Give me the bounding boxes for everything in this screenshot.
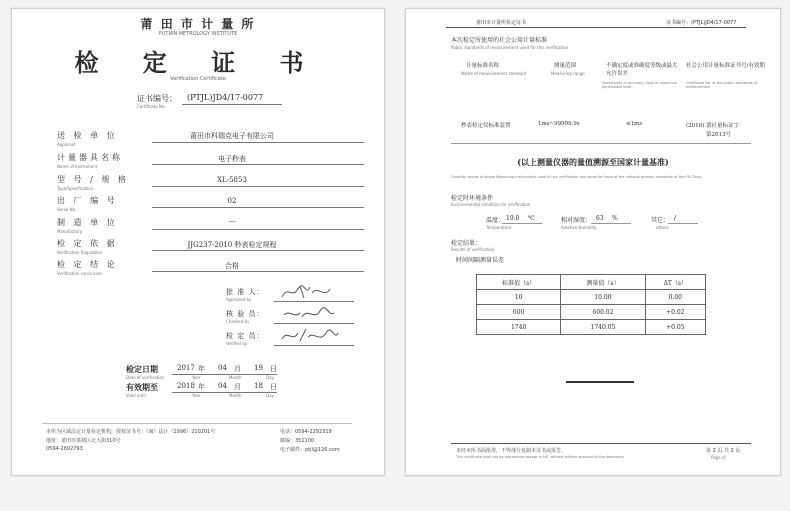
certificate-title-en: Verification Certificate (170, 76, 226, 82)
results-subtitle: 时间间隔测量误差 (456, 257, 505, 264)
table-cell: +0.05 (645, 320, 705, 335)
traceability-statement-en: Quantity values of above Measuring instruments used in this verification are traced to those of the national primary standards of the P.R.China (451, 175, 702, 179)
standards-section-en: Public standards of measurement used for this verification (451, 45, 569, 50)
verified-by-label: 检 定 员： (226, 332, 265, 340)
address: 地址：莆田市荔城区北大街310号 (46, 438, 121, 444)
std-column-header: 社会公用计量标准证书号/有效期 (686, 63, 765, 69)
checked-by-label-en: Checked by (226, 319, 250, 324)
temperature-label-en: Temperature (486, 225, 512, 230)
table-cell: +0.02 (645, 305, 705, 320)
table-header: 测量值（s） (561, 275, 645, 290)
table-header: ΔT（s） (645, 275, 705, 290)
std-column-header-en: Measuring range (551, 71, 585, 76)
month-label: 月 (234, 383, 241, 391)
std-row-certificate-number: 第2013号 (706, 132, 731, 138)
table-row (477, 320, 706, 335)
results-title-en: Results of verification (451, 247, 495, 252)
other-conditions-label-en: others (656, 225, 669, 230)
verification-month: 04 (218, 364, 227, 372)
other-conditions-value: / (674, 215, 677, 222)
valid-until-label: 有效期至 (126, 382, 158, 392)
field-label-en: Verification Regulation (57, 250, 103, 255)
page-number-en: Page of (711, 455, 726, 460)
std-column-header-en: Certificate No. of the public standards of measurement (686, 81, 758, 89)
std-column-header: 不确定度或准确度等级或最大允许误差 (606, 63, 678, 77)
verification-date-label: 检定日期 (126, 364, 158, 374)
table-header: 标准值（s） (477, 275, 561, 290)
fax: 0594-2692793 (46, 446, 83, 452)
std-row-range: 1ms~99999.9s (538, 121, 580, 127)
day-label: 日 (270, 365, 277, 373)
std-row-name: 秒表检定仪标准装置 (461, 123, 511, 129)
results-header-left: 莆田市计量所检定证书 (476, 20, 527, 26)
verification-results-page (405, 8, 781, 476)
valid-year: 2018 (177, 382, 195, 390)
checked-by-label: 核 验 员： (226, 310, 265, 318)
approved-by-label-en: Approved by (226, 297, 252, 302)
traceability-statement: (以上测量仪器的量值溯源至国家计量基准) (517, 157, 669, 167)
certificate-number: (PTJL)JD4/17-0077 (187, 93, 264, 102)
field-label: 出 厂 编 号 (57, 196, 118, 205)
page-number: 第 2 页 共 2 页 (706, 448, 741, 454)
field-label: 计量器具名称 (57, 153, 123, 162)
field-label-en: Serial No. (57, 207, 77, 212)
field-value: 合格 (225, 262, 239, 270)
verification-year: 2017 (177, 364, 195, 372)
certificate-number-label: 证书编号： (137, 94, 177, 103)
results-title: 检定结果： (451, 240, 482, 247)
end-marker (566, 381, 634, 383)
results-footer-note-en: This certificate shall not be reproduced except in full, without written approval of the laboratory. (456, 455, 625, 459)
field-label: 检 定 结 论 (57, 260, 118, 269)
year-label: 年 (198, 383, 205, 391)
field-label-en: Verification conclusion (57, 271, 102, 276)
handwritten-signature-icon (280, 305, 340, 323)
humidity-label: 相对湿度： (561, 217, 592, 224)
results-table (476, 274, 706, 335)
valid-until-label-en: Valid until (126, 393, 146, 398)
environment-title: 检定时环境条件 (451, 195, 494, 202)
field-label-en: Type/Specification (57, 186, 94, 191)
valid-day: 18 (254, 382, 263, 390)
std-column-header-en: Name of measurement standard (461, 71, 527, 76)
other-conditions-label: 其它： (651, 217, 670, 224)
std-row-uncertainty: ≤1ms (626, 121, 643, 127)
field-label: 检 定 依 据 (57, 239, 118, 248)
field-value: JJG237-2010 秒表检定规程 (187, 241, 277, 249)
field-value: 莆田市科瑞克电子有限公司 (190, 132, 274, 140)
table-cell: 0.00 (645, 290, 705, 305)
temperature-label: 温度： (486, 217, 505, 224)
temperature-value: 19.0 (506, 215, 520, 222)
institute-name: 莆 田 市 计 量 所 (140, 17, 256, 31)
handwritten-signature-icon (280, 283, 340, 301)
approved-by-label: 批 准 人： (226, 288, 265, 296)
valid-month: 04 (218, 382, 227, 390)
checked-signature (274, 309, 354, 324)
field-label: 制 造 单 位 (57, 218, 118, 227)
table-row (477, 290, 706, 305)
month-label: 月 (234, 365, 241, 373)
table-cell: 10 (477, 290, 561, 305)
table-cell: 600.02 (561, 305, 645, 320)
field-value: --- (228, 218, 236, 226)
table-row (477, 305, 706, 320)
certificate-number-label-en: Certificate No. (137, 104, 166, 109)
environment-title-en: Environmental condition for verification (451, 202, 531, 207)
table-header-row (477, 275, 706, 290)
year-label-en: Year (192, 375, 201, 380)
field-label: 型 号 / 规 格 (57, 175, 129, 184)
year-label-en: Year (192, 393, 201, 398)
field-value: XL-5853 (217, 176, 247, 184)
temperature-unit: ℃ (528, 215, 535, 222)
verification-day: 19 (254, 364, 263, 372)
standards-section-title: 本次检定所使用的社会公用计量标准 (451, 37, 548, 44)
humidity-unit: % (612, 215, 618, 222)
humidity-label-en: Relative Humidity (561, 225, 597, 230)
year-label: 年 (198, 365, 205, 373)
std-column-header: 计量标准名称 (466, 63, 500, 69)
month-label-en: Month (229, 393, 242, 398)
humidity-value: 63 (596, 215, 604, 222)
authorization-note: 本所为区域法定计量检定机构，授权证书号：《闽》法计（1996）210201号 (46, 429, 216, 435)
phone: 电话：0594-2292318 (280, 429, 332, 435)
std-column-header: 测量范围 (554, 63, 577, 69)
std-row-certificate: (2010) 莆社量标证字 (686, 123, 740, 129)
verified-by-label-en: Verified by (226, 341, 248, 346)
table-cell: 600 (477, 305, 561, 320)
day-label-en: Day (266, 375, 274, 380)
approved-signature (274, 287, 354, 302)
day-label: 日 (270, 383, 277, 391)
field-label-en: Manufactory (57, 229, 83, 234)
email: 电子邮件：ptjl@126.com (280, 447, 340, 453)
field-label: 送 检 单 位 (57, 131, 118, 140)
results-header-right: 证书编号：(PTJL)JD4/17-0077 (666, 20, 737, 26)
results-footer-note: 未经本所书面批准，不得部分复制本证书或报告。 (456, 448, 567, 454)
certificate-title: 检 定 证 书 (74, 48, 322, 77)
table-cell: 1740 (477, 320, 561, 335)
verifier-signature (274, 331, 354, 346)
table-cell: 1740.05 (561, 320, 645, 335)
verification-certificate-page (11, 8, 385, 476)
verification-date-label-en: Date of verification (126, 375, 165, 380)
field-label-en: Applicant (57, 142, 76, 147)
table-cell: 10.00 (561, 290, 645, 305)
month-label-en: Month (229, 375, 242, 380)
field-value: 电子秒表 (218, 155, 246, 163)
postcode: 邮编：351100 (280, 438, 315, 444)
std-column-header-en: Uncertainty or accuracy class or maximum permissible error (602, 81, 678, 89)
institute-name-en: PUTIAN METROLOGY INSTITUTE (158, 31, 238, 37)
field-label-en: Name of Instrument (57, 164, 98, 169)
handwritten-signature-icon (280, 327, 340, 345)
day-label-en: Day (266, 393, 274, 398)
field-value: 02 (227, 197, 237, 205)
